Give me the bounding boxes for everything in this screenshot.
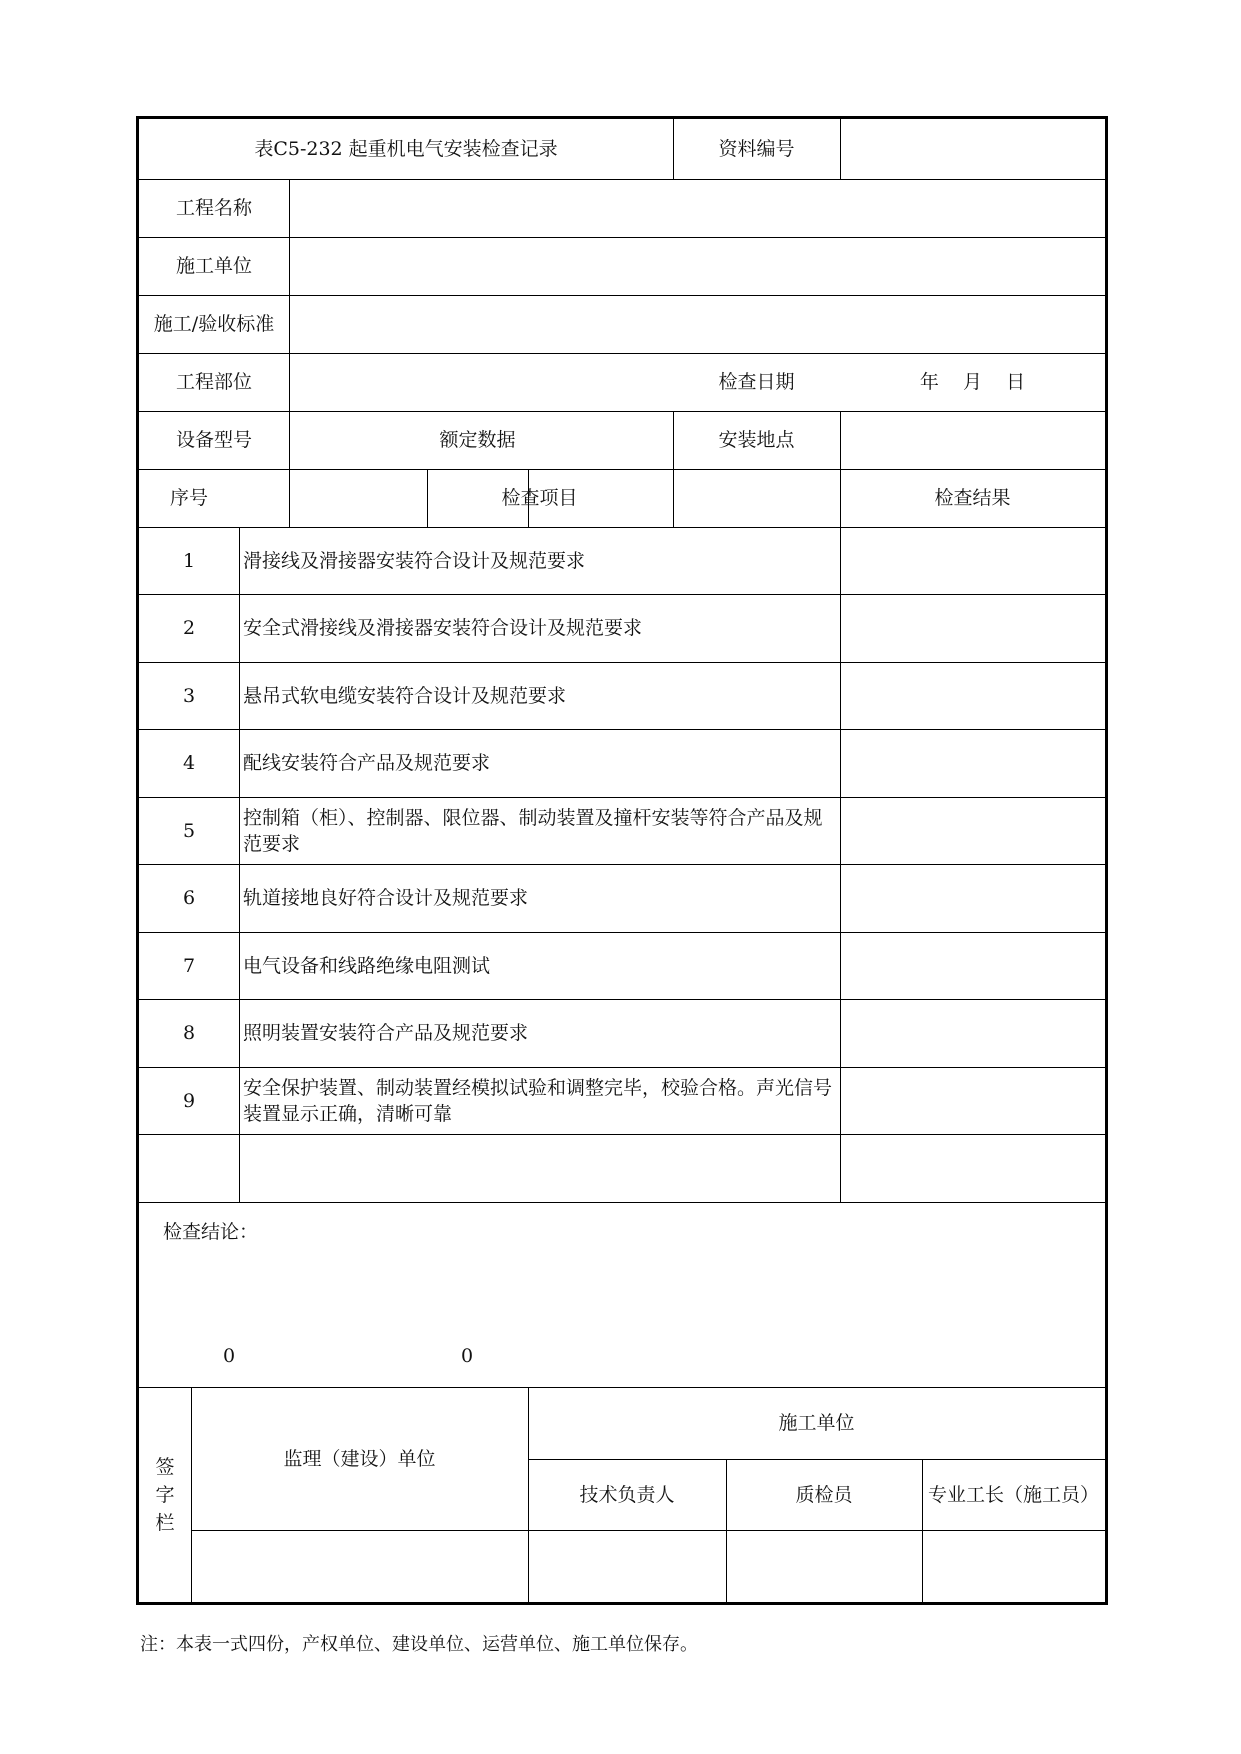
construction-unit-field[interactable] — [289, 237, 1105, 295]
row-no — [139, 1134, 239, 1202]
row-no: 1 — [182, 549, 196, 572]
construction-unit-label: 施工单位 — [175, 255, 252, 277]
signature-section-label: 签字栏 — [155, 1455, 175, 1534]
project-part-field[interactable] — [289, 353, 673, 411]
row-no: 2 — [182, 617, 196, 639]
row-result-field[interactable] — [840, 662, 1105, 729]
install-location-label: 安装地点 — [718, 429, 795, 451]
rated-data-label: 额定数据 — [439, 429, 516, 451]
row-item: 控制箱（柜）、控制器、限位器、制动装置及撞杆安装等符合产品及规范要求 — [243, 806, 823, 855]
row-no: 6 — [182, 887, 196, 909]
tech-lead-signature-field[interactable] — [528, 1530, 726, 1602]
check-date-label: 检查日期 — [718, 371, 795, 393]
row-result-field[interactable] — [840, 729, 1105, 797]
row-result-field[interactable] — [840, 797, 1105, 864]
equipment-model-label: 设备型号 — [175, 429, 252, 451]
qc-inspector-label: 质检员 — [795, 1483, 853, 1506]
tech-lead-label: 技术负责人 — [579, 1483, 675, 1506]
standard-label: 施工/验收标准 — [153, 313, 275, 335]
form-title: 表C5-232 起重机电气安装检查记录 — [254, 138, 558, 160]
project-part-label: 工程部位 — [175, 371, 252, 393]
project-name-label: 工程名称 — [175, 197, 252, 219]
row-item: 轨道接地良好符合设计及规范要求 — [243, 887, 529, 909]
row-result-field[interactable] — [840, 527, 1105, 594]
col-header-no: 序号 — [169, 487, 208, 509]
row-item — [239, 1134, 840, 1202]
foreman-signature-field[interactable] — [922, 1530, 1105, 1602]
row-no: 5 — [182, 819, 196, 842]
row-item: 安全保护装置、制动装置经模拟试验和调整完毕，校验合格。声光信号装置显示正确，清晰可靠 — [243, 1076, 833, 1125]
supervision-signature-field[interactable] — [191, 1530, 528, 1602]
row-item: 电气设备和线路绝缘电阻测试 — [243, 954, 491, 977]
inspection-record-form — [136, 116, 1108, 1605]
qc-signature-field[interactable] — [726, 1530, 922, 1602]
install-location-field[interactable] — [840, 411, 1105, 469]
row-item: 滑接线及滑接器安装符合设计及规范要求 — [243, 549, 586, 572]
conclusion-field[interactable] — [139, 1202, 1105, 1387]
conclusion-value-a: 0 — [222, 1345, 236, 1367]
row-item: 配线安装符合产品及规范要求 — [243, 752, 491, 774]
row-item: 安全式滑接线及滑接器安装符合设计及规范要求 — [243, 617, 643, 639]
row-result-field[interactable] — [840, 1067, 1105, 1134]
footnote: 注：本表一式四份，产权单位、建设单位、运营单位、施工单位保存。 — [140, 1634, 698, 1655]
row-result-field[interactable] — [840, 999, 1105, 1067]
standard-field[interactable] — [289, 295, 1105, 353]
row-no: 7 — [182, 954, 196, 977]
check-date-field[interactable]: 年 月 日 — [919, 371, 1026, 393]
row-no: 9 — [182, 1089, 196, 1112]
row-result-field[interactable] — [840, 864, 1105, 932]
project-name-field[interactable] — [289, 179, 1105, 237]
row-no: 4 — [182, 752, 196, 774]
row-no: 8 — [182, 1022, 196, 1044]
foreman-label: 专业工长（施工员） — [927, 1483, 1099, 1506]
row-no: 3 — [182, 684, 196, 707]
col-header-result: 检查结果 — [934, 487, 1011, 509]
row-result-field[interactable] — [840, 1134, 1105, 1202]
doc-no-label: 资料编号 — [718, 138, 795, 160]
supervision-unit-label: 监理（建设）单位 — [283, 1447, 436, 1470]
conclusion-label: 检查结论： — [163, 1221, 259, 1243]
row-item: 悬吊式软电缆安装符合设计及规范要求 — [243, 684, 567, 707]
equipment-model-field[interactable] — [289, 411, 427, 469]
doc-no-field[interactable] — [840, 119, 1105, 179]
construction-unit-sign-label: 施工单位 — [778, 1412, 855, 1434]
rated-data-field[interactable] — [528, 411, 673, 469]
row-item: 照明装置安装符合产品及规范要求 — [243, 1022, 529, 1044]
row-result-field[interactable] — [840, 594, 1105, 662]
conclusion-value-b: 0 — [460, 1345, 474, 1367]
col-header-item: 检查项目 — [501, 487, 578, 509]
row-result-field[interactable] — [840, 932, 1105, 999]
